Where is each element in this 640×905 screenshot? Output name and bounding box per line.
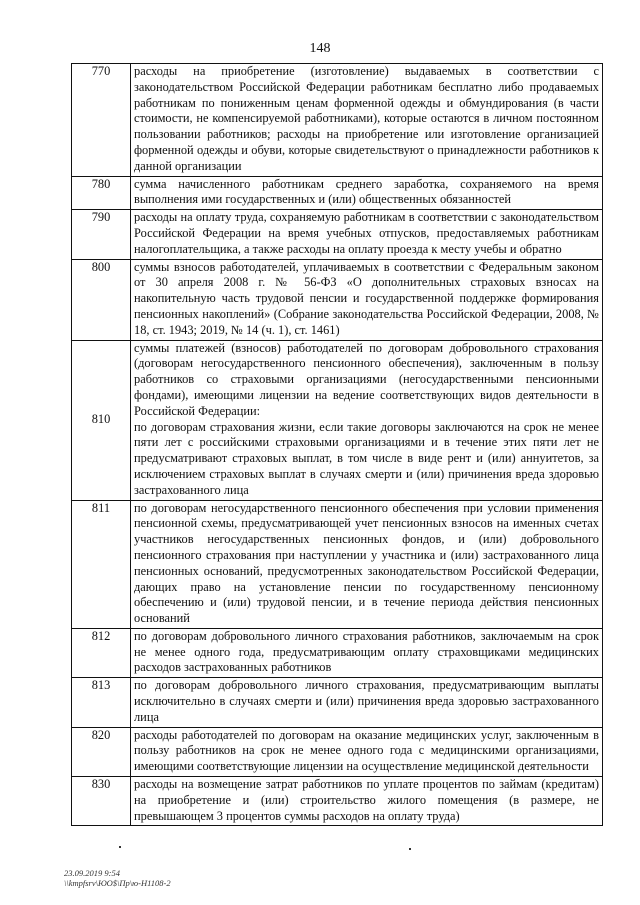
row-code: 830 [72, 777, 131, 826]
table-row [72, 176, 603, 210]
row-code: 810 [72, 340, 131, 500]
footer-path: \\kmpfsrv\ЮО$\Пр\ю-Н1108-2 [64, 878, 171, 888]
row-text: сумма начисленного работникам среднего заработка, сохраняемого на время выполнения ими государственных и (или) общественных обязанностей [131, 176, 603, 210]
table-row [72, 727, 603, 776]
footer-date: 23.09.2019 9:54 [64, 868, 120, 878]
codes-table [71, 63, 603, 826]
row-code: 820 [72, 727, 131, 776]
row-code: 780 [72, 176, 131, 210]
row-text-paragraph: по договорам страхования жизни, если такие договоры заключаются на срок не менее пяти лет с российскими страховыми организациями и в течение этих пяти лет не предусматривают страховых выплат, в том числе в виде рент и (или) аннуитетов, за исключением страховых выплат в случаях смерти и (или) причинения вреда здоровью застрахованного лица [134, 419, 599, 497]
row-code: 812 [72, 628, 131, 677]
row-text [131, 340, 603, 500]
table-row [72, 678, 603, 727]
table-row [72, 628, 603, 677]
row-text: расходы на возмещение затрат работников по уплате процентов по займам (кредитам) на приобретение и (или) строительство жилого помещения (в размере, не превышающем 3 процентов суммы расходов на оплату труда) [131, 777, 603, 826]
table-row [72, 340, 603, 500]
row-text: суммы взносов работодателей, уплачиваемых в соответствии с Федеральным законом от 30 апреля 2008 г. № 56-ФЗ «О дополнительных страховых взносах на накопительную часть трудовой пенсии и государственной поддержке формирования пенсионных накоплений» (Собрание законодательства Российской Федерации, 2008, № 18, ст. 1943; 2019, № 14 (ч. 1), ст. 1461) [131, 259, 603, 340]
row-text: по договорам добровольного личного страхования работников, заключаемым на срок не менее одного года, предусматривающим оплату страховщиками медицинских расходов застрахованных работников [131, 628, 603, 677]
page-number: 148 [309, 41, 331, 56]
table-row [72, 210, 603, 259]
row-text: расходы на оплату труда, сохраняемую работникам в соответствии с законодательством Российской Федерации на время учебных отпусков, предоставляемых работникам налогоплательщика, а также расходы на оплату проезда к месту учебы и обратно [131, 210, 603, 259]
row-code: 770 [72, 64, 131, 177]
row-code: 813 [72, 678, 131, 727]
row-code: 800 [72, 259, 131, 340]
row-code: 790 [72, 210, 131, 259]
table-row [72, 64, 603, 177]
row-text: по договорам добровольного личного страхования, предусматривающим выплаты исключительно в случаях смерти и (или) причинения вреда здоровью застрахованного лица [131, 678, 603, 727]
scan-speck [119, 846, 121, 848]
row-text: по договорам негосударственного пенсионного обеспечения при условии применения пенсионной схемы, предусматривающей учет пенсионных взносов на именных счетах участников негосударственных пенсионных фондов, и (или) добровольного пенсионного страхования при наступлении у участника и (или) застрахованного лица пенсионных оснований, предусмотренных законодательством Российской Федерации, дающих право на установление пенсии по государственному пенсионному обеспечению и (или) трудовой пенсии, и в течение периода действия пенсионных оснований [131, 500, 603, 628]
row-code: 811 [72, 500, 131, 628]
row-text: расходы работодателей по договорам на оказание медицинских услуг, заключенным в пользу работников на срок не менее одного года с медицинскими организациями, имеющими соответствующие лицензии на осуществление медицинской деятельности [131, 727, 603, 776]
row-text: расходы на приобретение (изготовление) выдаваемых в соответствии с законодательством Российской Федерации работникам бесплатно либо продаваемых работникам по пониженным ценам форменной одежды и обмундирования (в части стоимости, не компенсируемой работниками), которые остаются в личном постоянном пользовании работников; расходы на приобретение или изготовление организацией форменной одежды и обуви, которые свидетельствуют о принадлежности работников к данной организации [131, 64, 603, 177]
table-row [72, 259, 603, 340]
table-row [72, 777, 603, 826]
table-row [72, 500, 603, 628]
scan-speck [409, 848, 411, 850]
row-text-paragraph: суммы платежей (взносов) работодателей по договорам добровольного страхования (договорам негосударственного пенсионного обеспечения), заключенным в пользу работников со страховыми организациями (негосударственными пенсионными фондами), имеющими лицензии на ведение соответствующих видов деятельности в Российской Федерации: [134, 340, 599, 418]
